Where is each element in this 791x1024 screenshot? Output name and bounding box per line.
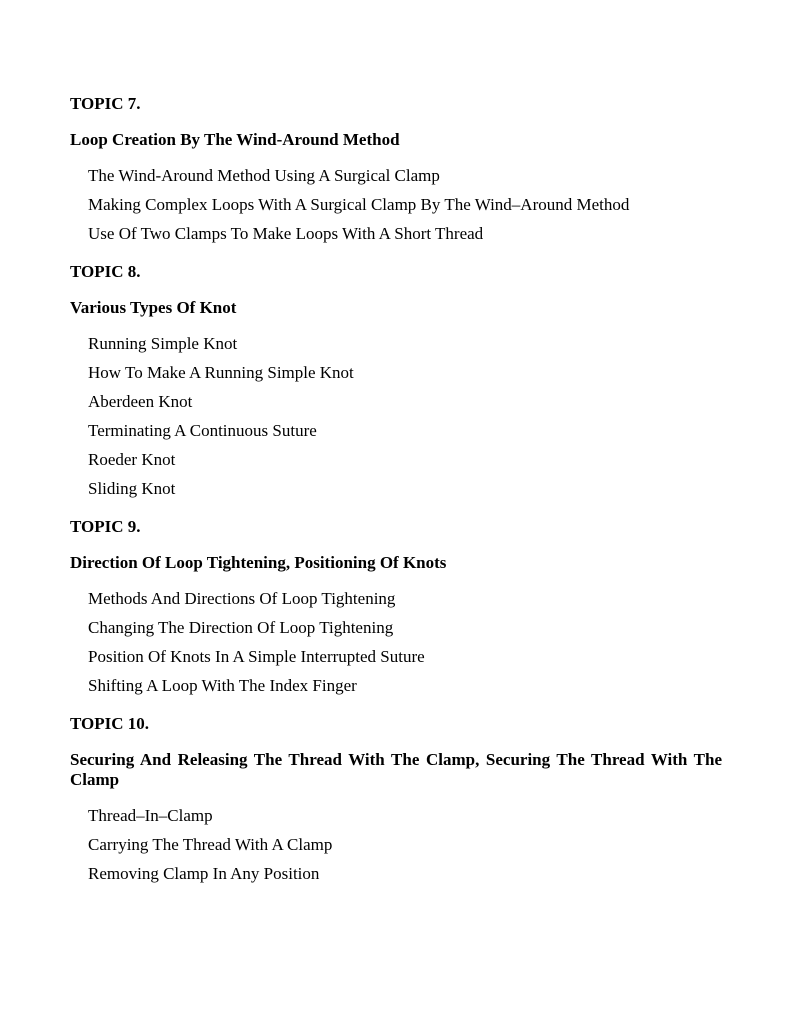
list-item: Use Of Two Clamps To Make Loops With A Short Thread: [88, 224, 484, 243]
topic-item-list: [70, 334, 722, 499]
topic-item-list: [70, 589, 722, 696]
topic-item-list: [70, 806, 722, 884]
topic-9: [70, 517, 722, 696]
list-item: Aberdeen Knot: [88, 392, 193, 411]
topic-title: Loop Creation By The Wind-Around Method: [70, 130, 400, 149]
topic-7: [70, 94, 722, 244]
list-item: How To Make A Running Simple Knot: [88, 363, 354, 382]
list-item: Roeder Knot: [88, 450, 176, 469]
list-item: Making Complex Loops With A Surgical Clamp By The Wind–Around Method: [88, 195, 630, 214]
list-item: Shifting A Loop With The Index Finger: [88, 676, 357, 695]
topic-title: Various Types Of Knot: [70, 298, 237, 317]
topic-label: TOPIC 7.: [70, 94, 141, 113]
list-item: Running Simple Knot: [88, 334, 238, 353]
topic-10: [70, 714, 722, 884]
list-item: Thread–In–Clamp: [88, 806, 213, 825]
topic-title: Direction Of Loop Tightening, Positioning Of Knots: [70, 553, 447, 572]
topic-8: [70, 262, 722, 499]
topic-label: TOPIC 9.: [70, 517, 141, 536]
topic-item-list: [70, 166, 722, 244]
list-item: Position Of Knots In A Simple Interrupted Suture: [88, 647, 425, 666]
list-item: Changing The Direction Of Loop Tightening: [88, 618, 394, 637]
list-item: The Wind-Around Method Using A Surgical Clamp: [88, 166, 440, 185]
list-item: Sliding Knot: [88, 479, 176, 498]
list-item: Terminating A Continuous Suture: [88, 421, 317, 440]
topic-label: TOPIC 10.: [70, 714, 150, 733]
topic-label: TOPIC 8.: [70, 262, 141, 281]
list-item: Methods And Directions Of Loop Tightening: [88, 589, 396, 608]
list-item: Carrying The Thread With A Clamp: [88, 835, 333, 854]
list-item: Removing Clamp In Any Position: [88, 864, 320, 883]
topic-title: Securing And Releasing The Thread With The Clamp, Securing The Thread With The Clamp: [70, 750, 722, 789]
document-page: [70, 94, 722, 902]
